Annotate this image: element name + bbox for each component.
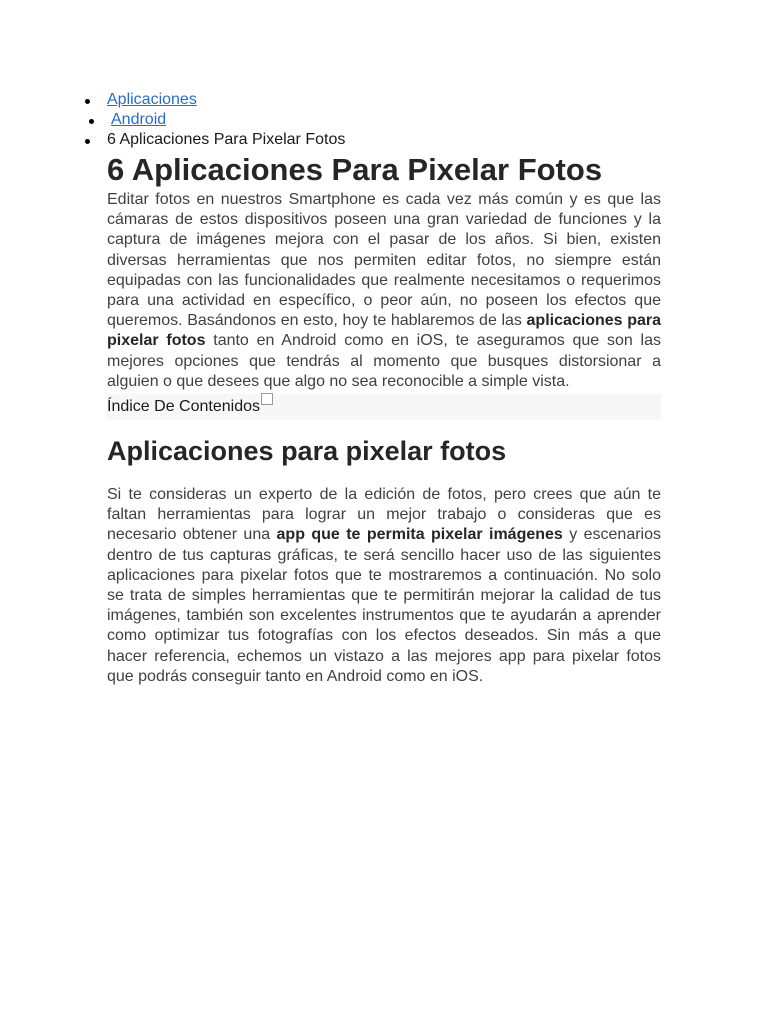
toc-label: Índice De Contenidos (107, 398, 260, 416)
breadcrumb (107, 90, 661, 150)
toc-toggle-checkbox-icon[interactable] (261, 393, 273, 405)
breadcrumb-link-aplicaciones[interactable]: Aplicaciones (107, 91, 197, 108)
intro-text-after: tanto en Android como en iOS, te aseguramos que son las mejores opciones que tendrás al momento que busques distorsionar a alguien o que desees que algo no sea reconocible a simple vista. (107, 332, 661, 390)
section-text-bold: app que te permita pixelar imágenes (276, 526, 563, 544)
table-of-contents[interactable] (107, 394, 661, 420)
breadcrumb-item-android (107, 110, 661, 130)
section-text-before: Si te consideras un experto de la edición de fotos, pero crees que aún te faltan herramientas para lograr un mejor trabajo o consideras que es necesario obtener una (107, 486, 661, 544)
section-text-after: y escenarios dentro de tus capturas gráficas, te será sencillo hacer uso de las siguientes aplicaciones para pixelar fotos que te mostraremos a continuación. No solo se trata de simples herramientas que te permitirán mejorar la calidad de tus imágenes, también son excelentes instrumentos que te ayudarán a aprender como optimizar tus fotografías con los efectos deseados. Sin más a que hacer referencia, echemos un vistazo a las mejores app para pixelar fotos que podrás conseguir tanto en Android como en iOS. (107, 526, 661, 685)
breadcrumb-link-android[interactable]: Android (111, 111, 167, 128)
intro-text-before: Editar fotos en nuestros Smartphone es cada vez más común y es que las cámaras de estos dispositivos poseen una gran variedad de funciones y la captura de imágenes mejora con el pasar de los años. Si bien, existen diversas herramientas que nos permiten editar fotos, no siempre están equipadas con las funcionalidades que realmente necesitamos o requerimos para una actividad en específico, o peor aún, no poseen los efectos que queremos. Basándonos en esto, hoy te hablaremos de las (107, 191, 661, 330)
breadcrumb-item-aplicaciones (107, 90, 661, 110)
article-page (107, 90, 661, 687)
breadcrumb-current-label: 6 Aplicaciones Para Pixelar Fotos (107, 131, 346, 148)
breadcrumb-item-current (107, 130, 661, 150)
section-spacer (107, 468, 661, 485)
intro-text-bold: aplicaciones para pixelar fotos (107, 312, 661, 350)
section-title: Aplicaciones para pixelar fotos (107, 436, 507, 467)
intro-paragraph (107, 190, 661, 392)
section-paragraph (107, 485, 661, 687)
page-title: 6 Aplicaciones Para Pixelar Fotos (107, 152, 603, 187)
